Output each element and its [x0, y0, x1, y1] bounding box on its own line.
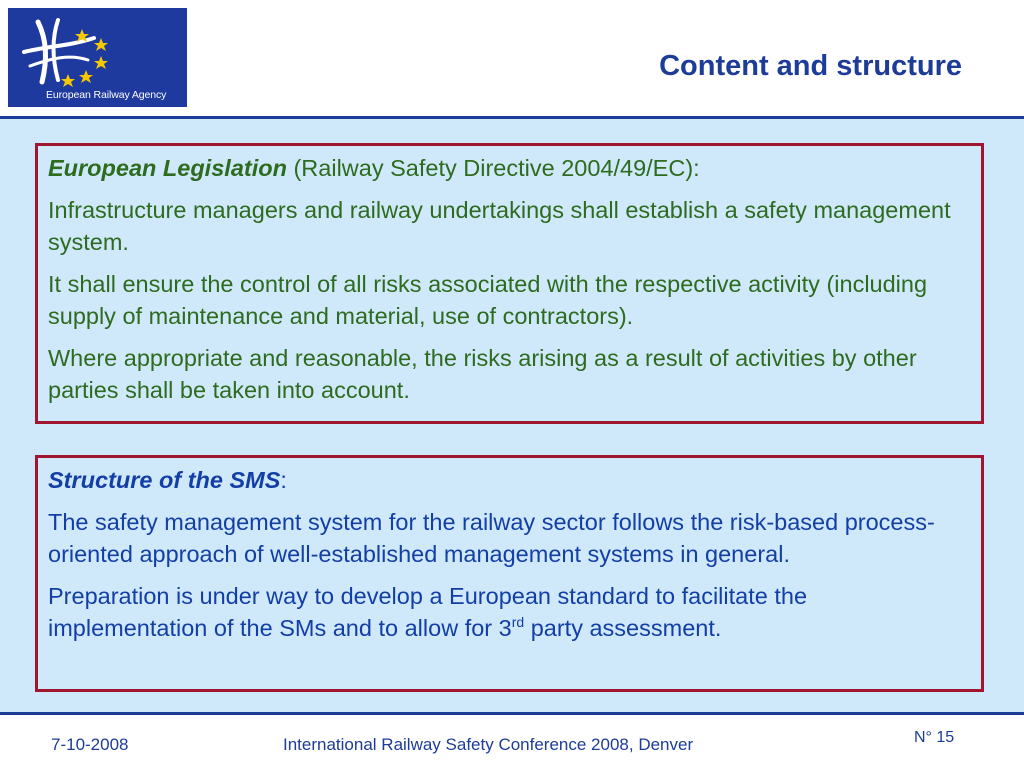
sms-structure-box [35, 455, 984, 692]
footer-conference: International Railway Safety Conference 2008, Denver [283, 735, 694, 754]
footer-page-number: N° 15 [914, 729, 955, 746]
page-title: Content and structure [659, 50, 962, 82]
legislation-paragraph-3: Where appropriate and reasonable, the risks arising as a result of activities by other parties shall be taken into account. [48, 345, 917, 403]
bottom-divider [0, 712, 1024, 715]
logo-text: European Railway Agency [46, 89, 167, 101]
sms-heading-line [48, 464, 971, 496]
sms-paragraph-2-sup: rd [511, 614, 525, 631]
legislation-heading: European Legislation [48, 155, 287, 181]
legislation-heading-suffix: (Railway Safety Directive 2004/49/EC): [286, 155, 700, 181]
era-logo [8, 8, 187, 107]
sms-paragraph-2-end: party assessment. [524, 615, 722, 641]
legislation-box [35, 143, 984, 424]
sms-paragraph-1: The safety management system for the railway sector follows the risk-based process-oriented approach of well-established management systems in general. [48, 509, 935, 567]
sms-paragraph-2-text: Preparation is under way to develop a European standard to facilitate the implementation of the SMs and to allow for 3 [48, 583, 808, 641]
sms-paragraph-2 [48, 580, 971, 644]
sms-heading: Structure of the SMS [48, 467, 281, 493]
sms-heading-suffix: : [280, 467, 287, 493]
footer-date: 7-10-2008 [51, 735, 129, 754]
top-divider [0, 116, 1024, 119]
legislation-heading-line [48, 152, 971, 184]
legislation-paragraph-1: Infrastructure managers and railway undertakings shall establish a safety management system. [48, 197, 951, 255]
legislation-paragraph-2: It shall ensure the control of all risks associated with the respective activity (including supply of maintenance and material, use of contractors). [48, 271, 928, 329]
